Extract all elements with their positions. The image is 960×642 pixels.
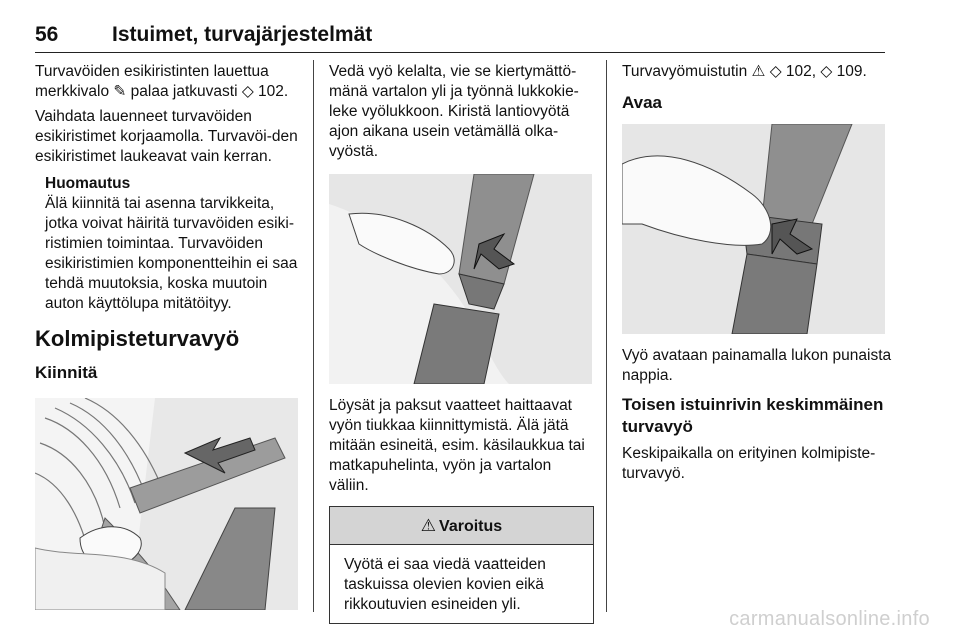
column-left: [35, 62, 303, 610]
paragraph: Vyö avataan painamalla lukon punaista nappia.: [622, 347, 892, 384]
warning-text: Vyötä ei saa viedä vaatteiden taskuissa olevien kovien eikä rikkoutuvien esineiden yli.: [344, 556, 546, 613]
warning-box: [329, 506, 594, 624]
paragraph: Vedä vyö kelalta, vie se kiertymättö-mänä vartalon yli ja työnnä lukkokie-leke vyölukkoon. Kiristä lantiovyötä ajon aikana usein vetämällä olka-vyöstä.: [329, 63, 579, 160]
page-header: [35, 20, 885, 53]
column-divider: [313, 60, 314, 612]
column-middle: [329, 62, 594, 624]
column-divider: [606, 60, 607, 612]
paragraph: Vaihdata lauenneet turvavöiden esikiristimet korjaamolla. Turvavöi-den esikiristimet laukeavat vain kerran.: [35, 108, 298, 165]
section-heading: Kolmipisteturvavyö: [35, 326, 240, 351]
warning-triangle-icon: ⚠: [420, 516, 437, 535]
sub-heading: Avaa: [622, 93, 663, 112]
buckle-release-illustration: [622, 124, 885, 334]
paragraph: Turvavyömuistutin ⚠ ◇ 102, ◇ 109.: [622, 63, 867, 80]
column-right: [622, 62, 892, 489]
page-number: 56: [35, 23, 59, 46]
figure-release-belt: [622, 124, 885, 334]
paragraph: Turvavöiden esikiristinten lauettua merkkivalo ✎ palaa jatkuvasti ◇ 102.: [35, 63, 289, 100]
belt-fastening-illustration: [35, 398, 298, 610]
warning-header: [330, 507, 593, 545]
note-box: [45, 174, 303, 314]
chapter-title: Istuimet, turvajärjestelmät: [112, 23, 373, 46]
note-heading: Huomautus: [45, 175, 131, 192]
paragraph: Keskipaikalla on erityinen kolmipiste-turvavyö.: [622, 445, 876, 482]
figure-insert-tongue: [329, 174, 592, 384]
watermark: carmanualsonline.info: [729, 608, 930, 630]
figure-fasten-belt: [35, 398, 298, 610]
sub-heading: Toisen istuinrivin keskimmäinen turvavyö: [622, 395, 884, 436]
sub-heading: Kiinnitä: [35, 363, 98, 382]
buckle-insert-illustration: [329, 174, 592, 384]
note-text: Älä kiinnitä tai asenna tarvikkeita, jotka voivat häiritä turvavöiden esiki-ristimien toimintaa. Turvavöiden esikiristimien komponentteihin ei saa tehdä muutoksia, koska muutoin auton käyttölupa mitätöityy.: [45, 195, 298, 312]
warning-title: Varoitus: [439, 518, 503, 535]
paragraph: Löysät ja paksut vaatteet haittaavat vyön tiukkaa kiinnittymistä. Älä jätä mitään esineitä, esim. käsilaukkua tai matkapuhelinta, vyön ja vartalon väliin.: [329, 397, 585, 494]
